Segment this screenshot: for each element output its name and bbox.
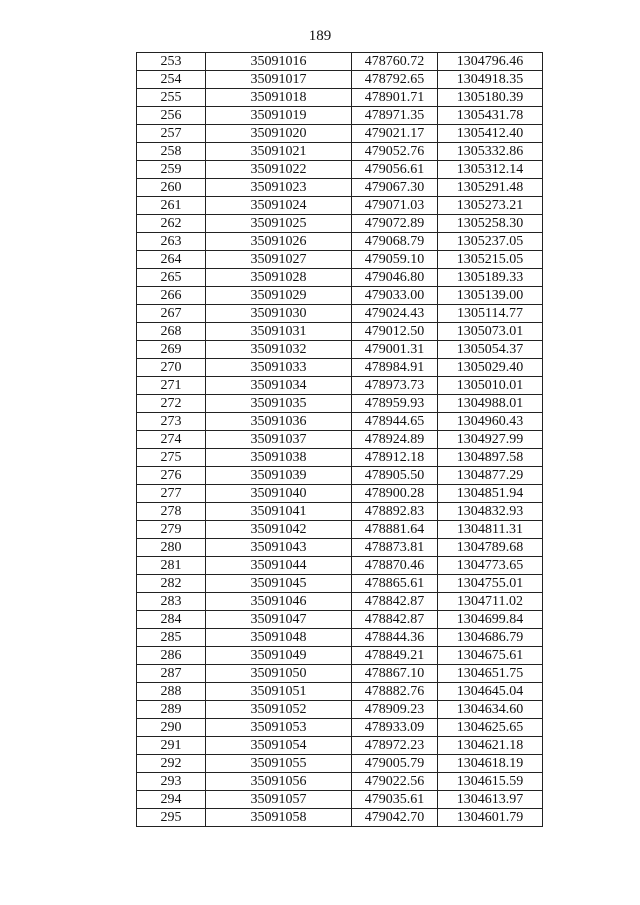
point-id-cell: 35091022 bbox=[206, 161, 352, 179]
point-number-cell: 272 bbox=[137, 395, 206, 413]
point-id-cell: 35091039 bbox=[206, 467, 352, 485]
point-number-cell: 258 bbox=[137, 143, 206, 161]
table-row bbox=[137, 773, 543, 791]
point-number-cell: 295 bbox=[137, 809, 206, 827]
point-id-cell: 35091052 bbox=[206, 701, 352, 719]
point-id-cell: 35091050 bbox=[206, 665, 352, 683]
point-id-cell: 35091037 bbox=[206, 431, 352, 449]
y-coordinate-cell: 1304877.29 bbox=[438, 467, 543, 485]
table-row bbox=[137, 791, 543, 809]
point-number-cell: 283 bbox=[137, 593, 206, 611]
point-id-cell: 35091017 bbox=[206, 71, 352, 89]
table-row bbox=[137, 557, 543, 575]
y-coordinate-cell: 1305073.01 bbox=[438, 323, 543, 341]
y-coordinate-cell: 1305114.77 bbox=[438, 305, 543, 323]
point-number-cell: 287 bbox=[137, 665, 206, 683]
point-id-cell: 35091051 bbox=[206, 683, 352, 701]
x-coordinate-cell: 478867.10 bbox=[352, 665, 438, 683]
point-id-cell: 35091043 bbox=[206, 539, 352, 557]
point-id-cell: 35091036 bbox=[206, 413, 352, 431]
table-row bbox=[137, 71, 543, 89]
y-coordinate-cell: 1304811.31 bbox=[438, 521, 543, 539]
point-number-cell: 293 bbox=[137, 773, 206, 791]
table-row bbox=[137, 629, 543, 647]
point-id-cell: 35091019 bbox=[206, 107, 352, 125]
point-id-cell: 35091023 bbox=[206, 179, 352, 197]
table-row bbox=[137, 287, 543, 305]
x-coordinate-cell: 479072.89 bbox=[352, 215, 438, 233]
point-id-cell: 35091033 bbox=[206, 359, 352, 377]
table-row bbox=[137, 377, 543, 395]
point-number-cell: 282 bbox=[137, 575, 206, 593]
x-coordinate-cell: 479012.50 bbox=[352, 323, 438, 341]
point-id-cell: 35091016 bbox=[206, 53, 352, 71]
table-row bbox=[137, 809, 543, 827]
point-number-cell: 255 bbox=[137, 89, 206, 107]
point-number-cell: 268 bbox=[137, 323, 206, 341]
y-coordinate-cell: 1304675.61 bbox=[438, 647, 543, 665]
x-coordinate-cell: 478842.87 bbox=[352, 593, 438, 611]
table-row bbox=[137, 737, 543, 755]
table-row bbox=[137, 53, 543, 71]
x-coordinate-cell: 478865.61 bbox=[352, 575, 438, 593]
x-coordinate-cell: 478984.91 bbox=[352, 359, 438, 377]
point-number-cell: 289 bbox=[137, 701, 206, 719]
y-coordinate-cell: 1305332.86 bbox=[438, 143, 543, 161]
point-id-cell: 35091058 bbox=[206, 809, 352, 827]
point-number-cell: 294 bbox=[137, 791, 206, 809]
x-coordinate-cell: 478842.87 bbox=[352, 611, 438, 629]
x-coordinate-cell: 478900.28 bbox=[352, 485, 438, 503]
table-row bbox=[137, 341, 543, 359]
x-coordinate-cell: 479056.61 bbox=[352, 161, 438, 179]
y-coordinate-cell: 1305189.33 bbox=[438, 269, 543, 287]
point-id-cell: 35091028 bbox=[206, 269, 352, 287]
x-coordinate-cell: 478844.36 bbox=[352, 629, 438, 647]
table-row bbox=[137, 395, 543, 413]
point-id-cell: 35091047 bbox=[206, 611, 352, 629]
y-coordinate-cell: 1305139.00 bbox=[438, 287, 543, 305]
table-row bbox=[137, 323, 543, 341]
y-coordinate-cell: 1304897.58 bbox=[438, 449, 543, 467]
x-coordinate-cell: 478972.23 bbox=[352, 737, 438, 755]
y-coordinate-cell: 1305258.30 bbox=[438, 215, 543, 233]
y-coordinate-cell: 1304960.43 bbox=[438, 413, 543, 431]
point-id-cell: 35091053 bbox=[206, 719, 352, 737]
point-number-cell: 278 bbox=[137, 503, 206, 521]
table-row bbox=[137, 593, 543, 611]
point-id-cell: 35091035 bbox=[206, 395, 352, 413]
point-number-cell: 265 bbox=[137, 269, 206, 287]
point-id-cell: 35091041 bbox=[206, 503, 352, 521]
y-coordinate-cell: 1304927.99 bbox=[438, 431, 543, 449]
y-coordinate-cell: 1305010.01 bbox=[438, 377, 543, 395]
point-id-cell: 35091030 bbox=[206, 305, 352, 323]
point-id-cell: 35091034 bbox=[206, 377, 352, 395]
point-id-cell: 35091038 bbox=[206, 449, 352, 467]
y-coordinate-cell: 1304789.68 bbox=[438, 539, 543, 557]
point-id-cell: 35091020 bbox=[206, 125, 352, 143]
table-row bbox=[137, 89, 543, 107]
point-number-cell: 269 bbox=[137, 341, 206, 359]
point-number-cell: 290 bbox=[137, 719, 206, 737]
x-coordinate-cell: 478905.50 bbox=[352, 467, 438, 485]
point-number-cell: 261 bbox=[137, 197, 206, 215]
x-coordinate-cell: 479033.00 bbox=[352, 287, 438, 305]
table-row bbox=[137, 107, 543, 125]
x-coordinate-cell: 478959.93 bbox=[352, 395, 438, 413]
coordinates-table-body bbox=[137, 53, 543, 827]
table-row bbox=[137, 125, 543, 143]
point-number-cell: 275 bbox=[137, 449, 206, 467]
table-row bbox=[137, 485, 543, 503]
x-coordinate-cell: 479035.61 bbox=[352, 791, 438, 809]
x-coordinate-cell: 479024.43 bbox=[352, 305, 438, 323]
point-number-cell: 266 bbox=[137, 287, 206, 305]
x-coordinate-cell: 479067.30 bbox=[352, 179, 438, 197]
y-coordinate-cell: 1304796.46 bbox=[438, 53, 543, 71]
point-number-cell: 257 bbox=[137, 125, 206, 143]
table-row bbox=[137, 413, 543, 431]
x-coordinate-cell: 478912.18 bbox=[352, 449, 438, 467]
x-coordinate-cell: 479068.79 bbox=[352, 233, 438, 251]
x-coordinate-cell: 479046.80 bbox=[352, 269, 438, 287]
point-id-cell: 35091021 bbox=[206, 143, 352, 161]
x-coordinate-cell: 478909.23 bbox=[352, 701, 438, 719]
point-id-cell: 35091040 bbox=[206, 485, 352, 503]
point-number-cell: 280 bbox=[137, 539, 206, 557]
point-id-cell: 35091045 bbox=[206, 575, 352, 593]
x-coordinate-cell: 478924.89 bbox=[352, 431, 438, 449]
y-coordinate-cell: 1305180.39 bbox=[438, 89, 543, 107]
table-row bbox=[137, 701, 543, 719]
point-id-cell: 35091057 bbox=[206, 791, 352, 809]
y-coordinate-cell: 1304832.93 bbox=[438, 503, 543, 521]
point-number-cell: 286 bbox=[137, 647, 206, 665]
point-id-cell: 35091042 bbox=[206, 521, 352, 539]
y-coordinate-cell: 1305291.48 bbox=[438, 179, 543, 197]
point-number-cell: 270 bbox=[137, 359, 206, 377]
x-coordinate-cell: 479052.76 bbox=[352, 143, 438, 161]
point-id-cell: 35091029 bbox=[206, 287, 352, 305]
point-id-cell: 35091048 bbox=[206, 629, 352, 647]
y-coordinate-cell: 1305273.21 bbox=[438, 197, 543, 215]
point-id-cell: 35091032 bbox=[206, 341, 352, 359]
point-number-cell: 262 bbox=[137, 215, 206, 233]
table-row bbox=[137, 719, 543, 737]
table-row bbox=[137, 539, 543, 557]
x-coordinate-cell: 478881.64 bbox=[352, 521, 438, 539]
y-coordinate-cell: 1304711.02 bbox=[438, 593, 543, 611]
table-row bbox=[137, 467, 543, 485]
x-coordinate-cell: 479005.79 bbox=[352, 755, 438, 773]
x-coordinate-cell: 478933.09 bbox=[352, 719, 438, 737]
x-coordinate-cell: 478944.65 bbox=[352, 413, 438, 431]
table-row bbox=[137, 269, 543, 287]
y-coordinate-cell: 1304651.75 bbox=[438, 665, 543, 683]
y-coordinate-cell: 1304699.84 bbox=[438, 611, 543, 629]
point-id-cell: 35091024 bbox=[206, 197, 352, 215]
point-id-cell: 35091056 bbox=[206, 773, 352, 791]
y-coordinate-cell: 1304618.19 bbox=[438, 755, 543, 773]
x-coordinate-cell: 478760.72 bbox=[352, 53, 438, 71]
table-row bbox=[137, 431, 543, 449]
point-number-cell: 284 bbox=[137, 611, 206, 629]
y-coordinate-cell: 1304851.94 bbox=[438, 485, 543, 503]
x-coordinate-cell: 478849.21 bbox=[352, 647, 438, 665]
x-coordinate-cell: 479001.31 bbox=[352, 341, 438, 359]
table-row bbox=[137, 575, 543, 593]
table-row bbox=[137, 647, 543, 665]
y-coordinate-cell: 1304686.79 bbox=[438, 629, 543, 647]
point-id-cell: 35091018 bbox=[206, 89, 352, 107]
point-number-cell: 259 bbox=[137, 161, 206, 179]
y-coordinate-cell: 1304634.60 bbox=[438, 701, 543, 719]
point-number-cell: 279 bbox=[137, 521, 206, 539]
point-number-cell: 276 bbox=[137, 467, 206, 485]
y-coordinate-cell: 1305029.40 bbox=[438, 359, 543, 377]
y-coordinate-cell: 1305431.78 bbox=[438, 107, 543, 125]
table-row bbox=[137, 521, 543, 539]
point-id-cell: 35091027 bbox=[206, 251, 352, 269]
table-row bbox=[137, 197, 543, 215]
point-id-cell: 35091026 bbox=[206, 233, 352, 251]
x-coordinate-cell: 479042.70 bbox=[352, 809, 438, 827]
y-coordinate-cell: 1304918.35 bbox=[438, 71, 543, 89]
point-number-cell: 264 bbox=[137, 251, 206, 269]
point-number-cell: 291 bbox=[137, 737, 206, 755]
table-row bbox=[137, 251, 543, 269]
x-coordinate-cell: 478882.76 bbox=[352, 683, 438, 701]
page-number: 189 bbox=[308, 28, 332, 44]
x-coordinate-cell: 479059.10 bbox=[352, 251, 438, 269]
coordinates-table bbox=[136, 52, 543, 827]
point-id-cell: 35091054 bbox=[206, 737, 352, 755]
point-number-cell: 253 bbox=[137, 53, 206, 71]
table-row bbox=[137, 683, 543, 701]
point-id-cell: 35091055 bbox=[206, 755, 352, 773]
point-id-cell: 35091031 bbox=[206, 323, 352, 341]
x-coordinate-cell: 478973.73 bbox=[352, 377, 438, 395]
y-coordinate-cell: 1304613.97 bbox=[438, 791, 543, 809]
point-number-cell: 274 bbox=[137, 431, 206, 449]
table-row bbox=[137, 305, 543, 323]
table-row bbox=[137, 665, 543, 683]
x-coordinate-cell: 479022.56 bbox=[352, 773, 438, 791]
y-coordinate-cell: 1304755.01 bbox=[438, 575, 543, 593]
y-coordinate-cell: 1305215.05 bbox=[438, 251, 543, 269]
y-coordinate-cell: 1305237.05 bbox=[438, 233, 543, 251]
table-row bbox=[137, 161, 543, 179]
table-row bbox=[137, 755, 543, 773]
x-coordinate-cell: 478870.46 bbox=[352, 557, 438, 575]
y-coordinate-cell: 1304988.01 bbox=[438, 395, 543, 413]
x-coordinate-cell: 478873.81 bbox=[352, 539, 438, 557]
point-number-cell: 277 bbox=[137, 485, 206, 503]
x-coordinate-cell: 478971.35 bbox=[352, 107, 438, 125]
point-id-cell: 35091046 bbox=[206, 593, 352, 611]
table-row bbox=[137, 179, 543, 197]
x-coordinate-cell: 478792.65 bbox=[352, 71, 438, 89]
y-coordinate-cell: 1305412.40 bbox=[438, 125, 543, 143]
table-row bbox=[137, 359, 543, 377]
point-number-cell: 285 bbox=[137, 629, 206, 647]
point-id-cell: 35091025 bbox=[206, 215, 352, 233]
point-number-cell: 271 bbox=[137, 377, 206, 395]
table-row bbox=[137, 215, 543, 233]
y-coordinate-cell: 1304645.04 bbox=[438, 683, 543, 701]
table-row bbox=[137, 233, 543, 251]
x-coordinate-cell: 478901.71 bbox=[352, 89, 438, 107]
y-coordinate-cell: 1304773.65 bbox=[438, 557, 543, 575]
y-coordinate-cell: 1304621.18 bbox=[438, 737, 543, 755]
y-coordinate-cell: 1305312.14 bbox=[438, 161, 543, 179]
x-coordinate-cell: 479071.03 bbox=[352, 197, 438, 215]
point-number-cell: 281 bbox=[137, 557, 206, 575]
x-coordinate-cell: 478892.83 bbox=[352, 503, 438, 521]
table-row bbox=[137, 143, 543, 161]
y-coordinate-cell: 1304615.59 bbox=[438, 773, 543, 791]
table-row bbox=[137, 503, 543, 521]
point-number-cell: 267 bbox=[137, 305, 206, 323]
table-row bbox=[137, 449, 543, 467]
y-coordinate-cell: 1304601.79 bbox=[438, 809, 543, 827]
point-number-cell: 263 bbox=[137, 233, 206, 251]
y-coordinate-cell: 1304625.65 bbox=[438, 719, 543, 737]
point-number-cell: 256 bbox=[137, 107, 206, 125]
y-coordinate-cell: 1305054.37 bbox=[438, 341, 543, 359]
point-number-cell: 273 bbox=[137, 413, 206, 431]
table-row bbox=[137, 611, 543, 629]
point-number-cell: 260 bbox=[137, 179, 206, 197]
x-coordinate-cell: 479021.17 bbox=[352, 125, 438, 143]
point-id-cell: 35091049 bbox=[206, 647, 352, 665]
point-number-cell: 288 bbox=[137, 683, 206, 701]
point-number-cell: 254 bbox=[137, 71, 206, 89]
point-id-cell: 35091044 bbox=[206, 557, 352, 575]
point-number-cell: 292 bbox=[137, 755, 206, 773]
